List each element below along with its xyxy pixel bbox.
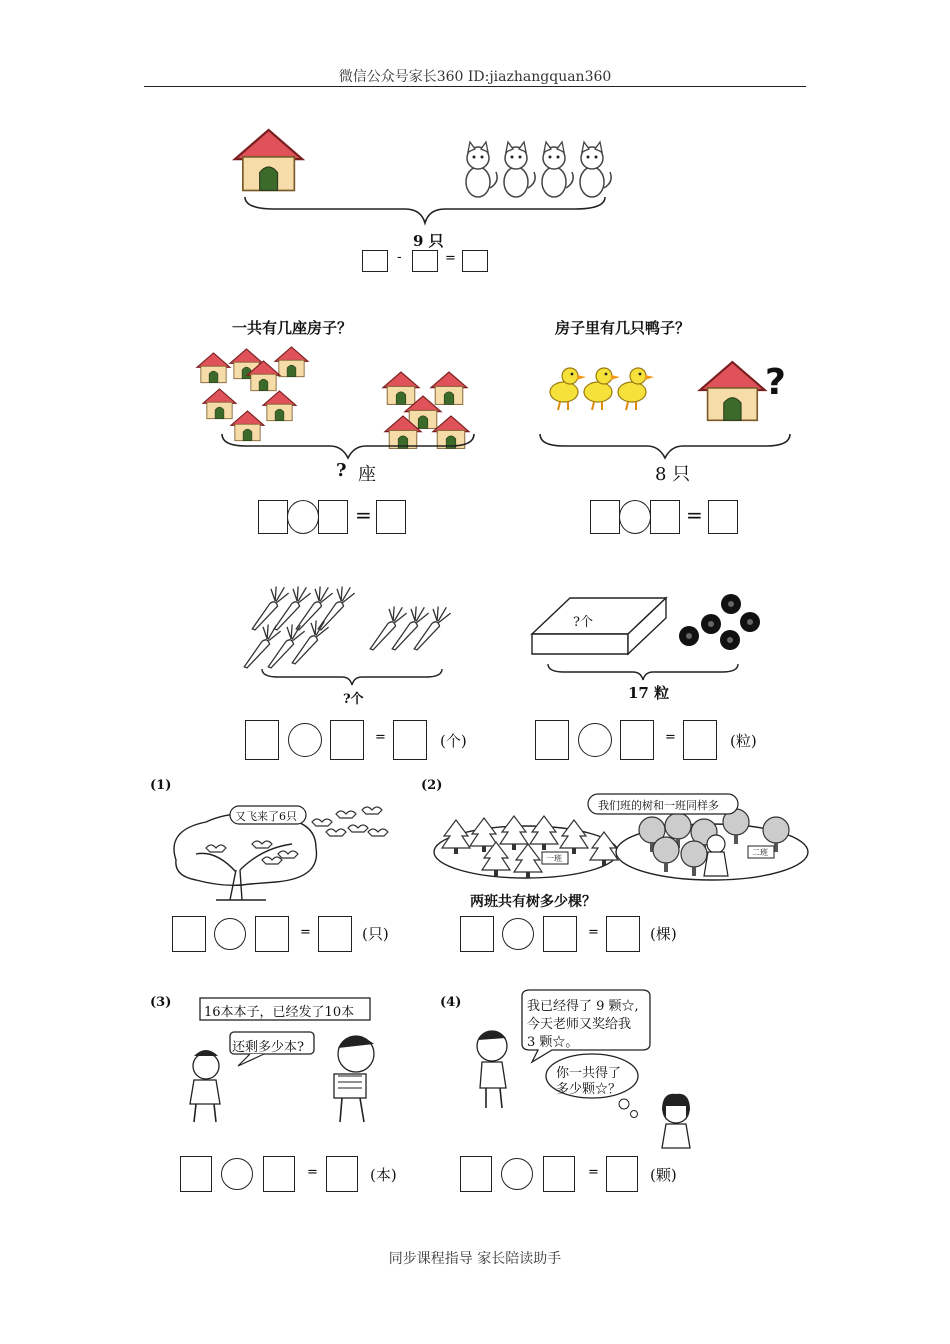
cats-illustration <box>462 140 622 200</box>
carrots-illustration <box>250 580 460 670</box>
page-header: 微信公众号家长360 ID:jiazhangquan360 <box>338 69 612 85</box>
p2-left-total-mark: ? <box>336 460 347 481</box>
p3-left-op-circle[interactable] <box>288 723 322 757</box>
q1-box-3[interactable] <box>318 916 352 952</box>
q4-box-1[interactable] <box>460 1156 492 1192</box>
q4-bubble-2-line-1: 你一共得了 <box>556 1066 622 1081</box>
p3-box-label: ?个 <box>573 615 593 630</box>
p3-right-box-2[interactable] <box>620 720 654 760</box>
p3-right-unit: (粒) <box>730 732 757 750</box>
q2-op-circle[interactable] <box>502 918 534 950</box>
q1-number: (1) <box>150 778 172 793</box>
q2-box-1[interactable] <box>460 916 494 952</box>
q1-box-2[interactable] <box>255 916 289 952</box>
header-rule <box>144 86 806 87</box>
p3-right-box-3[interactable] <box>683 720 717 760</box>
house-with-question <box>700 362 770 428</box>
p2-right-question: 房子里有几只鸭子？ <box>555 319 691 337</box>
q2-number: (2) <box>421 778 443 793</box>
q3-box-2[interactable] <box>263 1156 295 1192</box>
q3-box-1[interactable] <box>180 1156 212 1192</box>
p3-left-box-1[interactable] <box>245 720 279 760</box>
q4-bubble-1-line-1: 我已经得了 9 颗☆, <box>527 999 639 1014</box>
p1-minus: - <box>397 250 402 265</box>
houses-group-left <box>195 345 315 445</box>
p1-answer-box-2[interactable] <box>412 250 438 272</box>
p3-left-box-2[interactable] <box>330 720 364 760</box>
q1-box-1[interactable] <box>172 916 206 952</box>
q2-bubble: 我们班的树和一班同样多 <box>598 799 719 812</box>
p2-right-question-mark: ? <box>765 362 786 403</box>
q4-number: (4) <box>440 995 462 1010</box>
p3-right-total: 17 粒 <box>628 684 670 702</box>
p2-left-box-2[interactable] <box>318 500 348 534</box>
house-illustration <box>235 130 305 200</box>
ducks-illustration <box>548 360 658 412</box>
p3-left-equals: = <box>375 730 386 745</box>
q3-op-circle[interactable] <box>221 1158 253 1190</box>
p2-left-total-unit: 座 <box>358 464 376 485</box>
q4-bubble-1-line-3: 3 颗☆。 <box>527 1035 579 1050</box>
q2-box-2[interactable] <box>543 916 577 952</box>
p2-left-box-1[interactable] <box>258 500 288 534</box>
grains-illustration <box>678 592 762 652</box>
p1-total: 9 只 <box>413 232 444 250</box>
p2-right-equals: = <box>686 503 703 527</box>
q1-equals: = <box>300 925 311 940</box>
q4-equals: = <box>588 1165 599 1180</box>
q3-unit: (本) <box>370 1166 397 1184</box>
p3-right-box-1[interactable] <box>535 720 569 760</box>
p2-left-op-circle[interactable] <box>287 500 319 534</box>
p2-left-question: 一共有几座房子？ <box>232 319 353 337</box>
p2-right-op-circle[interactable] <box>619 500 651 534</box>
p1-answer-box-1[interactable] <box>362 250 388 272</box>
q2-question: 两班共有树多少棵？ <box>470 894 596 910</box>
brace-p1 <box>245 195 605 235</box>
q1-bubble: 又飞来了6只 <box>235 810 297 823</box>
q4-box-2[interactable] <box>543 1156 575 1192</box>
q4-bubble-2-line-2: 多少颗☆？ <box>556 1082 622 1097</box>
p2-right-box-2[interactable] <box>650 500 680 534</box>
q2-unit: (棵) <box>650 925 677 943</box>
p3-left-total: ?个 <box>343 692 364 707</box>
p3-right-equals: = <box>665 730 676 745</box>
q3-bubble-1: 16本本子，已经发了10本 <box>204 1005 355 1020</box>
brace-p2-left <box>222 432 474 472</box>
q3-equals: = <box>307 1165 318 1180</box>
q2-box-3[interactable] <box>606 916 640 952</box>
p1-answer-box-3[interactable] <box>462 250 488 272</box>
p2-left-equals: = <box>355 503 372 527</box>
box-illustration <box>532 592 667 658</box>
p2-right-box-1[interactable] <box>590 500 620 534</box>
q3-number: (3) <box>150 995 172 1010</box>
q3-bubble-2: 还剩多少本? <box>232 1040 304 1055</box>
p3-right-op-circle[interactable] <box>578 723 612 757</box>
q4-box-3[interactable] <box>606 1156 638 1192</box>
q1-op-circle[interactable] <box>214 918 246 950</box>
q3-box-3[interactable] <box>326 1156 358 1192</box>
q1-unit: (只) <box>362 925 389 943</box>
page-footer: 同步课程指导 家长陪读助手 <box>388 1251 562 1267</box>
q2-sign-1: 一班 <box>546 854 562 863</box>
q4-bubble-1-line-2: 今天老师又奖给我 <box>527 1017 632 1032</box>
q4-op-circle[interactable] <box>501 1158 533 1190</box>
q2-equals: = <box>588 925 599 940</box>
q2-sign-2: 二班 <box>752 848 768 857</box>
q4-unit: (颗) <box>650 1166 677 1184</box>
p2-right-box-3[interactable] <box>708 500 738 534</box>
p2-left-box-3[interactable] <box>376 500 406 534</box>
p3-left-unit: (个) <box>440 732 467 750</box>
p2-right-total: 8 只 <box>655 464 691 485</box>
p3-left-box-3[interactable] <box>393 720 427 760</box>
p1-equals: = <box>445 251 456 266</box>
